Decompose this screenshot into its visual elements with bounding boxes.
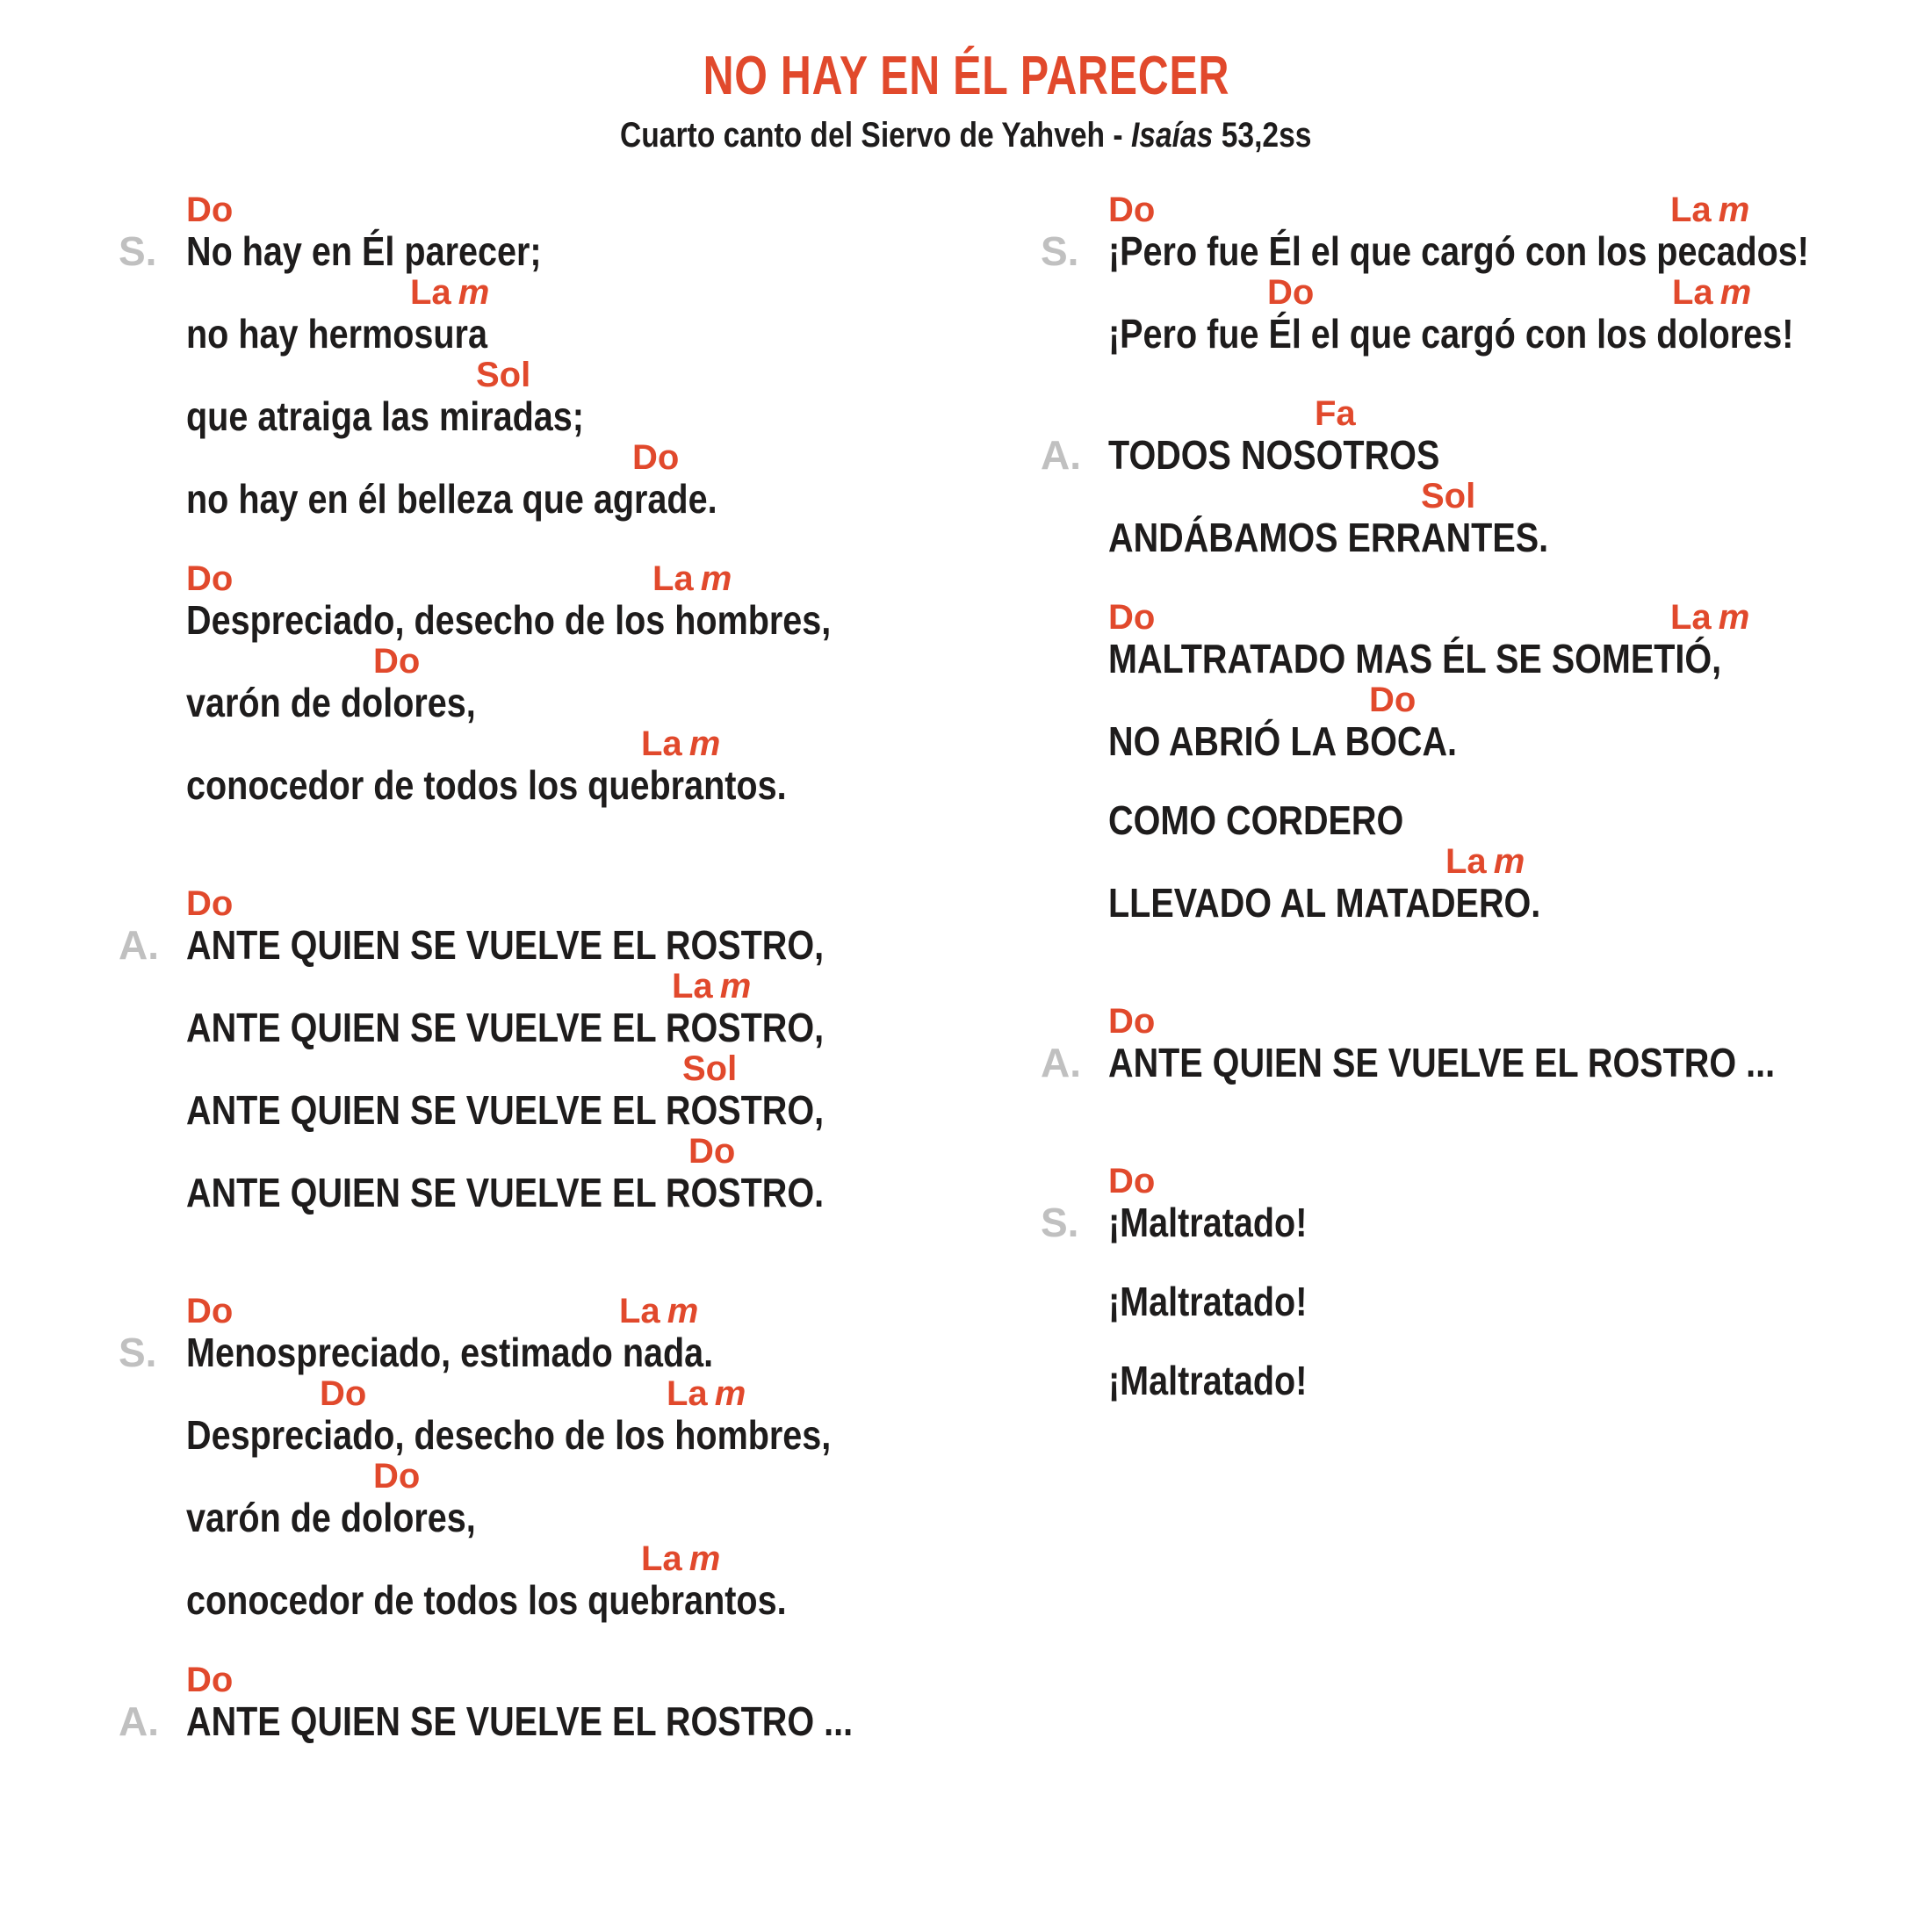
voice-marker: S. — [1041, 228, 1079, 274]
chord-row — [186, 1048, 1041, 1090]
chord — [1445, 844, 1525, 879]
chord — [373, 1459, 420, 1494]
chord-row — [1108, 1160, 1932, 1202]
stanza-block — [1041, 1000, 1932, 1083]
lyric-line — [1041, 797, 1932, 843]
chord — [672, 969, 751, 1004]
lyric-line — [119, 436, 1041, 522]
stanza-block — [119, 1290, 1041, 1623]
chord-name: Do — [1369, 681, 1417, 719]
chord-row — [1108, 840, 1932, 883]
lyrics-columns — [0, 153, 1932, 1744]
stanza-block — [119, 1659, 1041, 1744]
lyric — [186, 476, 1041, 522]
subtitle-scripture-reference: Isaías — [1131, 116, 1214, 155]
chord-name: Do — [1108, 1002, 1156, 1041]
chord-name: La — [1670, 598, 1712, 637]
chord-name: Do — [186, 191, 234, 229]
chord-name: Do — [320, 1374, 367, 1413]
chord — [1267, 275, 1314, 310]
chord — [652, 561, 732, 596]
chord-name: Do — [688, 1132, 736, 1171]
voice-marker: S. — [1041, 1200, 1079, 1245]
lyric — [186, 393, 1041, 439]
chord-name: Do — [1108, 598, 1156, 637]
lyric-line — [1041, 1160, 1932, 1243]
chord-row — [186, 189, 1041, 231]
voice-marker: A. — [119, 922, 159, 968]
column-left — [119, 189, 1041, 1744]
lyric-text: conocedor de todos los quebrantos. — [186, 762, 787, 808]
chord — [667, 1376, 746, 1411]
stanza-block — [1041, 393, 1932, 558]
chord-minor-suffix: m — [700, 559, 732, 598]
chord — [410, 275, 489, 310]
chord-minor-suffix: m — [688, 724, 721, 763]
lyric-line — [1041, 189, 1932, 274]
lyric-line — [119, 1290, 1041, 1373]
stanza-block — [1041, 596, 1932, 764]
lyric-line — [119, 1048, 1041, 1133]
lyric — [186, 311, 1041, 357]
lyric-line — [119, 883, 1041, 968]
chord — [682, 1051, 737, 1086]
lyric-text: no hay en él belleza que agrade. — [186, 476, 717, 522]
lyric-line — [119, 723, 1041, 808]
lyric-line — [119, 640, 1041, 723]
chord-name: La — [1670, 191, 1712, 229]
lyric-line — [1041, 1000, 1932, 1083]
lyric-line — [1041, 1360, 1932, 1401]
lyric — [1108, 638, 1932, 679]
chord — [186, 192, 233, 227]
chord — [476, 357, 530, 393]
chord-name: La — [1445, 842, 1487, 881]
lyric-text: ¡Pero fue Él el que cargó con los dolores! — [1108, 311, 1794, 357]
lyric-text: conocedor de todos los quebrantos. — [186, 1577, 787, 1623]
lyric-text: MALTRATADO MAS ÉL SE SOMETIÓ, — [1108, 636, 1722, 681]
stanza-block — [119, 189, 1041, 522]
page-title-text: NO HAY EN ÉL PARECER — [703, 46, 1229, 106]
chord-name: Fa — [1315, 394, 1356, 433]
chord-name: La — [672, 967, 713, 1006]
chord-minor-suffix: m — [688, 1539, 721, 1578]
chord-name: La — [641, 1539, 682, 1578]
chord-name: La — [410, 273, 451, 312]
chord-minor-suffix: m — [719, 967, 752, 1006]
chord-row — [186, 965, 1041, 1007]
chord-row — [186, 1373, 1041, 1415]
lyric-text: Despreciado, desecho de los hombres, — [186, 1412, 832, 1458]
chord-name: La — [1672, 273, 1713, 312]
lyric-line — [119, 1455, 1041, 1538]
chord-name: Do — [1108, 1162, 1156, 1200]
lyric-text: LLEVADO AL MATADERO. — [1108, 880, 1541, 926]
chord-minor-suffix: m — [458, 273, 490, 312]
lyric-line — [119, 1130, 1041, 1213]
chord-name: Sol — [476, 356, 531, 394]
chord — [186, 1662, 233, 1698]
stanza-block — [119, 558, 1041, 808]
chord — [1369, 682, 1416, 717]
lyric — [186, 1577, 1041, 1623]
stanza-block — [1041, 797, 1932, 926]
lyric — [1108, 1281, 1932, 1322]
chord-name: Do — [186, 1661, 234, 1699]
chord-row — [186, 354, 1041, 396]
stanza-block — [1041, 1281, 1932, 1322]
lyric — [1108, 797, 1932, 843]
chord-row — [186, 1290, 1041, 1332]
lyric — [1041, 1200, 1932, 1245]
lyric-text: ANTE QUIEN SE VUELVE EL ROSTRO, — [186, 1005, 825, 1050]
lyric-text: varón de dolores, — [186, 680, 476, 725]
voice-marker: A. — [119, 1698, 159, 1744]
voice-marker: A. — [1041, 432, 1081, 478]
lyric-text: ANTE QUIEN SE VUELVE EL ROSTRO. — [186, 1170, 825, 1215]
lyric-line — [1041, 393, 1932, 478]
lyric-line — [119, 271, 1041, 357]
lyric-text: ¡Maltratado! — [1108, 1279, 1308, 1324]
chord-row — [186, 1538, 1041, 1580]
chord-name: Do — [186, 884, 234, 923]
chord-name: La — [619, 1292, 660, 1330]
lyric-line — [119, 1373, 1041, 1458]
lyric — [186, 1087, 1041, 1133]
lyric-line — [1041, 596, 1932, 679]
song-subtitle — [0, 118, 1932, 153]
lyric-line — [119, 1538, 1041, 1623]
lyric-text: ANTE QUIEN SE VUELVE EL ROSTRO, — [186, 922, 825, 968]
chord-name: Sol — [1421, 477, 1476, 515]
lyric — [186, 1412, 1041, 1458]
chord-minor-suffix: m — [1718, 598, 1750, 637]
song-header — [0, 0, 1932, 153]
lyric — [1108, 517, 1932, 558]
lyric-text: ¡Maltratado! — [1108, 1358, 1308, 1403]
chord-row — [1108, 679, 1932, 721]
lyric-text: ¡Maltratado! — [1108, 1200, 1308, 1245]
lyric — [186, 1497, 1041, 1538]
lyric — [186, 1172, 1041, 1213]
chord — [641, 1541, 720, 1576]
chord-row — [1108, 1000, 1932, 1042]
voice-marker: S. — [119, 1330, 157, 1375]
lyric-line — [119, 558, 1041, 643]
lyric-text: ANDÁBAMOS ERRANTES. — [1108, 515, 1549, 560]
chord — [1108, 1164, 1155, 1199]
lyric — [1041, 1040, 1932, 1085]
chord-row — [186, 1130, 1041, 1172]
lyric-line — [119, 354, 1041, 439]
lyric — [1041, 228, 1932, 274]
lyric-line — [1041, 271, 1932, 357]
lyric-text: ANTE QUIEN SE VUELVE EL ROSTRO ... — [1108, 1040, 1776, 1085]
lyric-line — [1041, 679, 1932, 764]
lyric-text: ¡Pero fue Él el que cargó con los pecados! — [1108, 228, 1809, 274]
lyric-text: ANTE QUIEN SE VUELVE EL ROSTRO, — [186, 1087, 825, 1133]
lyric-line — [1041, 475, 1932, 558]
chord — [320, 1376, 366, 1411]
lyric — [186, 762, 1041, 808]
lyric-text: NO ABRIÓ LA BOCA. — [1108, 718, 1458, 764]
lyric-line — [1041, 1281, 1932, 1322]
lyric — [1108, 880, 1932, 926]
lyric-text: ANTE QUIEN SE VUELVE EL ROSTRO ... — [186, 1698, 854, 1744]
subtitle-prefix: Cuarto canto del Siervo de Yahveh - — [620, 116, 1132, 155]
lyric — [119, 228, 1041, 274]
chord — [1421, 479, 1475, 514]
chord-name: Do — [373, 1457, 421, 1496]
chord-row — [186, 883, 1041, 925]
chord-minor-suffix: m — [667, 1292, 699, 1330]
lyric-text: No hay en Él parecer; — [186, 228, 542, 274]
chord — [186, 1294, 233, 1329]
page-title — [0, 46, 1932, 106]
stanza-block — [1041, 1160, 1932, 1243]
lyric-text: TODOS NOSOTROS — [1108, 432, 1440, 478]
chord — [186, 561, 233, 596]
chord-row — [186, 1659, 1041, 1701]
chord-minor-suffix: m — [1493, 842, 1525, 881]
lyric — [186, 597, 1041, 643]
chord-row — [186, 558, 1041, 600]
chord-name: Do — [632, 438, 680, 477]
chord-row — [186, 271, 1041, 314]
chord-row — [1108, 475, 1932, 517]
subtitle-suffix: 53,2ss — [1213, 116, 1312, 155]
lyric-text: Menospreciado, estimado nada. — [186, 1330, 714, 1375]
chord-name: La — [667, 1374, 708, 1413]
chord-name: Do — [186, 559, 234, 598]
lyric-text: que atraiga las miradas; — [186, 393, 584, 439]
voice-marker: A. — [1041, 1040, 1081, 1085]
lyric — [186, 1007, 1041, 1048]
lyric — [1108, 311, 1932, 357]
lyric — [1041, 432, 1932, 478]
lyric — [119, 1330, 1041, 1375]
lyric — [119, 1698, 1041, 1744]
chord-row — [1108, 596, 1932, 638]
lyric — [119, 922, 1041, 968]
chord-row — [186, 640, 1041, 682]
chord-row — [186, 1455, 1041, 1497]
lyric — [186, 682, 1041, 723]
lyric-line — [1041, 840, 1932, 926]
stanza-block — [1041, 189, 1932, 357]
chord-name: La — [641, 724, 682, 763]
chord-minor-suffix: m — [714, 1374, 746, 1413]
voice-marker: S. — [119, 228, 157, 274]
song-subtitle-text — [620, 118, 1311, 153]
chord — [1670, 192, 1749, 227]
lyric-text: COMO CORDERO — [1108, 797, 1404, 843]
chord-name: Do — [1108, 191, 1156, 229]
lyric-line — [119, 189, 1041, 274]
chord — [641, 726, 720, 761]
chord — [1108, 1004, 1155, 1039]
chord — [688, 1134, 735, 1169]
lyric-text: no hay hermosura — [186, 311, 487, 357]
chord — [1108, 192, 1155, 227]
chord — [186, 886, 233, 921]
stanza-block — [119, 883, 1041, 1213]
chord-row — [186, 436, 1041, 479]
chord-name: Do — [1267, 273, 1315, 312]
chord — [1315, 396, 1356, 431]
stanza-block — [1041, 1360, 1932, 1401]
lyric-line — [119, 1659, 1041, 1744]
lyric — [1108, 1360, 1932, 1401]
chord-name: La — [652, 559, 694, 598]
chord — [632, 440, 679, 475]
chord — [619, 1294, 698, 1329]
lyric — [1108, 718, 1932, 764]
chord — [1670, 600, 1749, 635]
chord-minor-suffix: m — [1718, 191, 1750, 229]
chord-row — [1108, 189, 1932, 231]
chord-name: Do — [186, 1292, 234, 1330]
column-right — [1041, 189, 1932, 1401]
chord-name: Sol — [682, 1049, 738, 1088]
lyric-text: Despreciado, desecho de los hombres, — [186, 597, 832, 643]
chord — [1108, 600, 1155, 635]
lyric-text: varón de dolores, — [186, 1495, 476, 1540]
chord-minor-suffix: m — [1719, 273, 1752, 312]
lyric-line — [119, 965, 1041, 1048]
chord-name: Do — [373, 642, 421, 681]
chord — [373, 644, 420, 679]
chord-row — [1108, 393, 1932, 435]
chord-row — [1108, 271, 1932, 314]
chord — [1672, 275, 1751, 310]
chord-row — [186, 723, 1041, 765]
